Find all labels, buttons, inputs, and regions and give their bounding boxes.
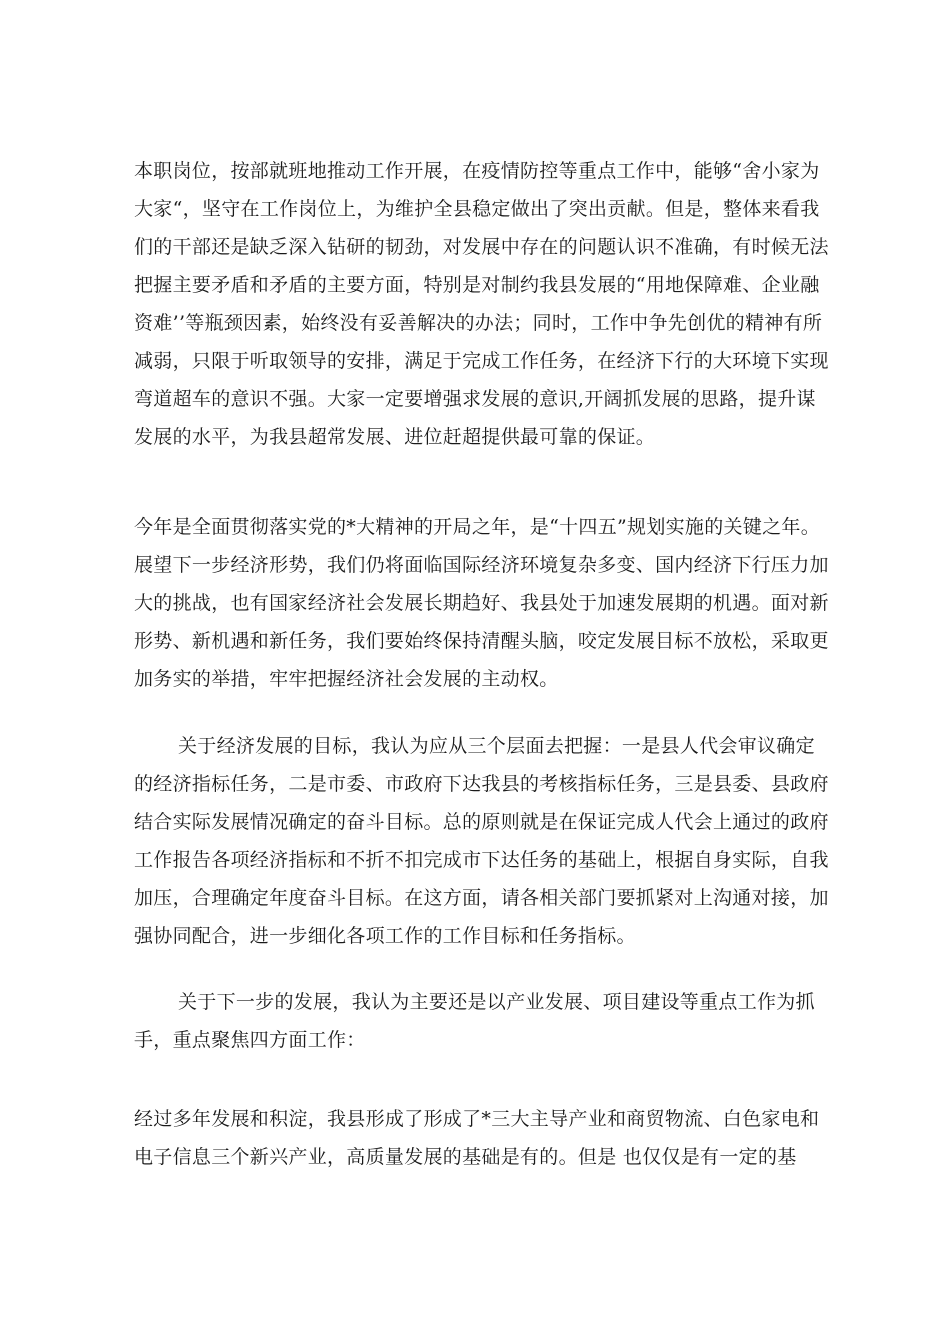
text-line: 电子信息三个新兴产业，高质量发展的基础是有的。但是 也仅仅是有一定的基	[134, 1146, 797, 1168]
text-line: 展望下一步经济形势，我们仍将面临国际经济环境复杂多变、国内经济下行压力加	[134, 554, 829, 576]
text-line: 形势、新机遇和新任务，我们要始终保持清醒头脑，咬定发展目标不放松，采取更	[134, 630, 829, 652]
paragraph-2	[134, 508, 829, 698]
text-line: 工作报告各项经济指标和不折不扣完成市下达任务的基础上，根据自身实际，自我	[134, 849, 829, 871]
text-line: 结合实际发展情况确定的奋斗目标。总的原则就是在保证完成人代会上通过的政府	[134, 811, 829, 833]
text-line: 关于经济发展的目标，我认为应从三个层面去把握：一是县人代会审议确定	[178, 735, 815, 757]
text-line: 大的挑战，也有国家经济社会发展长期趋好、我县处于加速发展期的机遇。面对新	[134, 592, 829, 614]
text-line: 经过多年发展和积淀，我县形成了形成了*三大主导产业和商贸物流、白色家电和	[134, 1108, 820, 1130]
text-line: 们的干部还是缺乏深入钻研的韧劲，对发展中存在的问题认识不准确，有时候无法	[134, 236, 829, 258]
text-line: 手，重点聚焦四方面工作：	[134, 1029, 366, 1051]
paragraph-4	[134, 983, 824, 1059]
text-line: 减弱，只限于听取领导的安排，满足于完成工作任务，在经济下行的大环境下实现	[134, 350, 829, 372]
paragraph-1	[134, 152, 829, 456]
paragraph-3	[134, 727, 829, 955]
text-line: 资难’’等瓶颈因素，始终没有妥善解决的办法；同时，工作中争先创优的精神有所	[134, 312, 823, 334]
text-line: 今年是全面贯彻落实党的*大精神的开局之年，是“十四五”规划实施的关键之年。	[134, 516, 821, 538]
text-line: 关于下一步的发展，我认为主要还是以产业发展、项目建设等重点工作为抓	[178, 991, 815, 1013]
text-line: 加压，合理确定年度奋斗目标。在这方面，请各相关部门要抓紧对上沟通对接，加	[134, 887, 829, 909]
text-line: 强协同配合，进一步细化各项工作的工作目标和任务指标。	[134, 925, 636, 947]
text-line: 加务实的举措，牢牢把握经济社会发展的主动权。	[134, 668, 559, 690]
text-line: 发展的水平，为我县超常发展、进位赶超提供最可靠的保证。	[134, 426, 656, 448]
text-line: 把握主要矛盾和矛盾的主要方面，特别是对制约我县发展的“用地保障难、企业融	[134, 274, 820, 296]
text-line: 大家“，坚守在工作岗位上，为维护全县稳定做出了突出贡献。但是，整体来看我	[134, 198, 820, 220]
paragraph-5	[134, 1100, 824, 1176]
text-line: 弯道超车的意识不强。大家一定要增强求发展的意识,开阔抓发展的思路，提升谋	[134, 388, 816, 410]
text-line: 本职岗位，按部就班地推动工作开展，在疫情防控等重点工作中，能够“舍小家为	[134, 160, 820, 182]
text-line: 的经济指标任务，二是市委、市政府下达我县的考核指标任务，三是县委、县政府	[134, 773, 829, 795]
